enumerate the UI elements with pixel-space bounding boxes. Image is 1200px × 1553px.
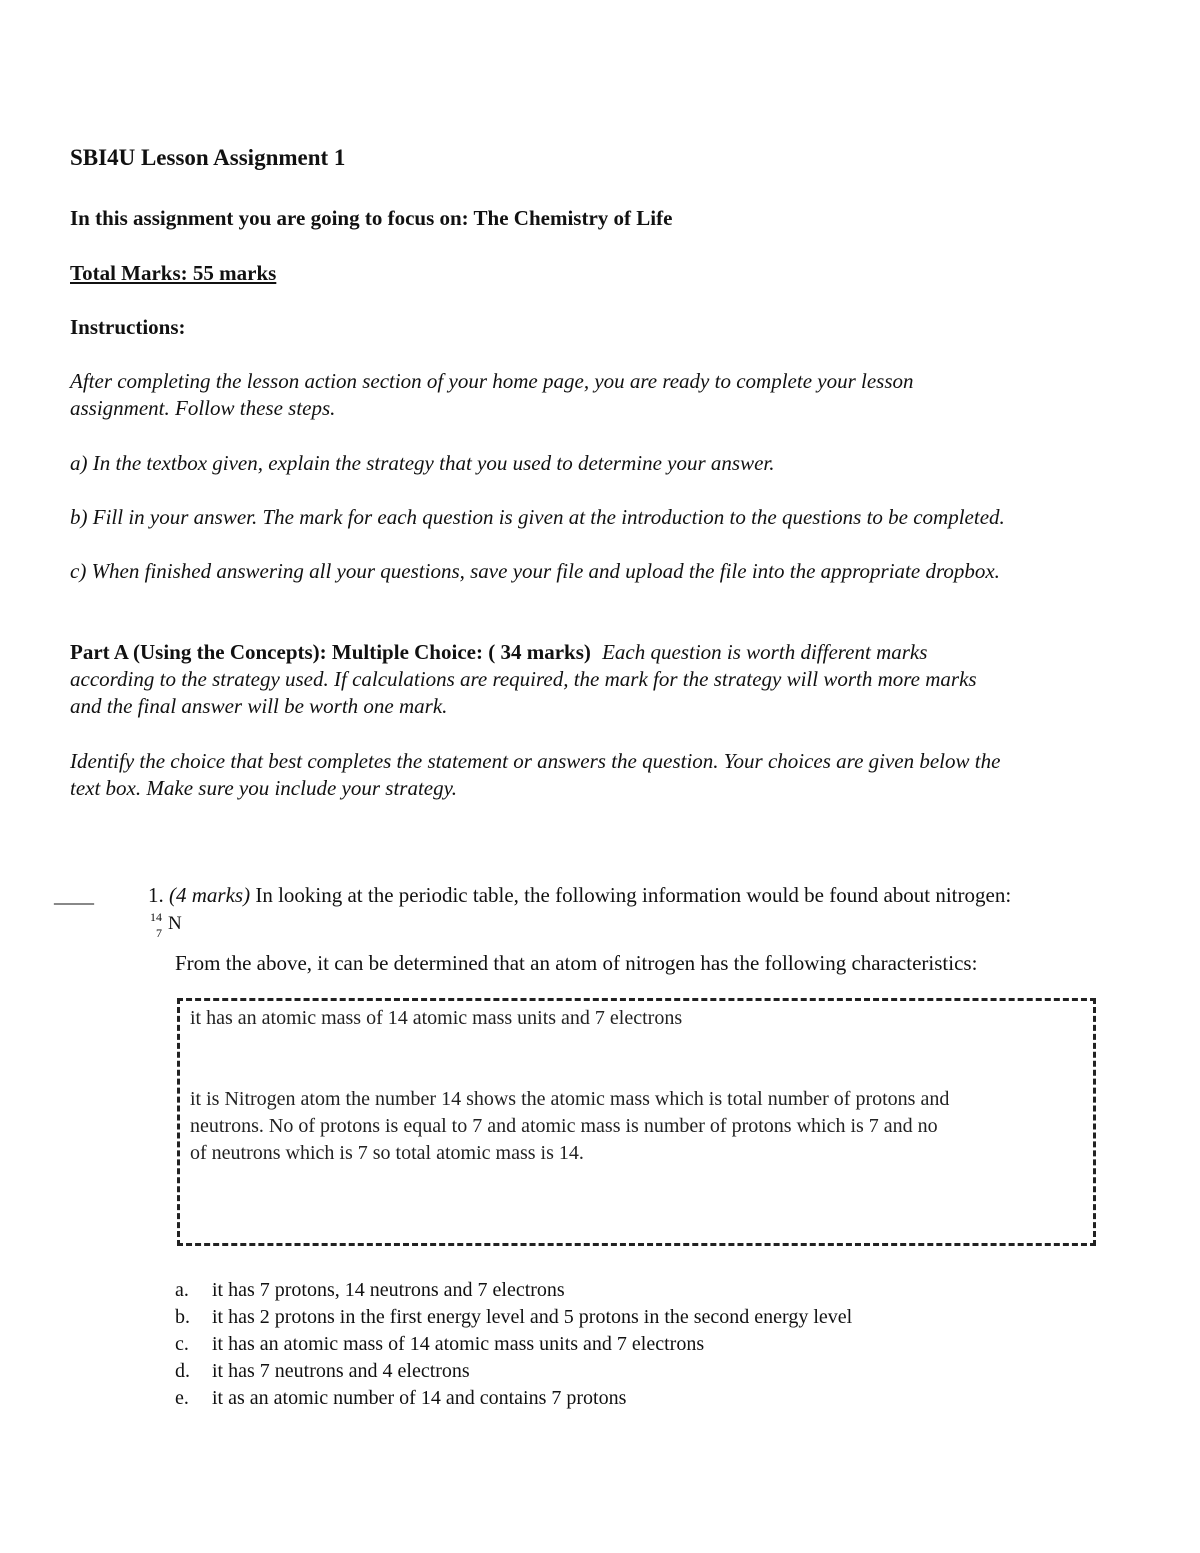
choice-letter: c.	[175, 1333, 189, 1355]
choice-text: it has an atomic mass of 14 atomic mass units and 7 electrons	[212, 1333, 705, 1355]
choice-d[interactable]	[175, 1358, 470, 1385]
choice-c[interactable]	[175, 1331, 704, 1358]
partA-line-3: and the final answer will be worth one mark.	[70, 694, 448, 718]
choice-letter: e.	[175, 1387, 189, 1409]
identify-line-2: text box. Make sure you include your strategy.	[70, 776, 458, 800]
choice-text: it has 7 protons, 14 neutrons and 7 electrons	[212, 1279, 565, 1301]
step-b: b) Fill in your answer. The mark for each question is given at the introduction to the questions to be completed.	[70, 505, 1005, 529]
choice-letter: b.	[175, 1306, 190, 1328]
answer-blank[interactable]: ____	[54, 885, 94, 907]
choice-text: it has 7 neutrons and 4 electrons	[212, 1360, 470, 1382]
choice-b[interactable]	[175, 1304, 852, 1331]
step-c: c) When finished answering all your questions, save your file and upload the file into the appropriate dropbox.	[70, 559, 1000, 583]
intro-line-1: After completing the lesson action section of your home page, you are ready to complete your lesson	[70, 369, 914, 393]
question-text: In looking at the periodic table, the following information would be found about nitrogen:	[255, 883, 1012, 907]
page-title: SBI4U Lesson Assignment 1	[70, 145, 346, 170]
nitrogen-isotope-notation	[150, 908, 190, 944]
mass-number: 14	[150, 910, 162, 924]
question-marks: (4 marks)	[169, 883, 251, 907]
atomic-number: 7	[156, 926, 162, 940]
focus-line: In this assignment you are going to focus on: The Chemistry of Life	[70, 206, 673, 230]
identify-line-1: Identify the choice that best completes the statement or answers the question. Your choices are given below the	[70, 749, 1001, 773]
partA-line-2: according to the strategy used. If calculations are required, the mark for the strategy will worth more marks	[70, 667, 977, 691]
partA-heading: Part A (Using the Concepts): Multiple Choice: ( 34 marks)	[70, 640, 591, 664]
question-1-lead: From the above, it can be determined that an atom of nitrogen has the following characteristics:	[175, 951, 978, 975]
partA-line-1	[70, 639, 927, 666]
answer-text-3[interactable]: neutrons. No of protons is equal to 7 and atomic mass is number of protons which is 7 and no	[190, 1115, 938, 1137]
choice-letter: d.	[175, 1360, 190, 1382]
question-number: 1.	[148, 883, 164, 907]
answer-text-1[interactable]: it has an atomic mass of 14 atomic mass units and 7 electrons	[190, 1007, 683, 1029]
choice-text: it as an atomic number of 14 and contains 7 protons	[212, 1387, 627, 1409]
step-a: a) In the textbox given, explain the strategy that you used to determine your answer.	[70, 451, 775, 475]
choice-letter: a.	[175, 1279, 189, 1301]
intro-line-2: assignment. Follow these steps.	[70, 396, 336, 420]
partA-note: Each question is worth different marks	[602, 640, 928, 664]
question-1-stem	[148, 882, 1011, 909]
total-marks: Total Marks: 55 marks	[70, 261, 277, 285]
choice-e[interactable]	[175, 1385, 626, 1412]
answer-text-2[interactable]: it is Nitrogen atom the number 14 shows the atomic mass which is total number of protons and	[190, 1088, 950, 1110]
choice-a[interactable]	[175, 1277, 565, 1304]
element-symbol: N	[168, 913, 182, 934]
instructions-heading: Instructions:	[70, 315, 186, 339]
answer-text-4[interactable]: of neutrons which is 7 so total atomic mass is 14.	[190, 1142, 584, 1164]
choice-text: it has 2 protons in the first energy level and 5 protons in the second energy level	[212, 1306, 853, 1328]
